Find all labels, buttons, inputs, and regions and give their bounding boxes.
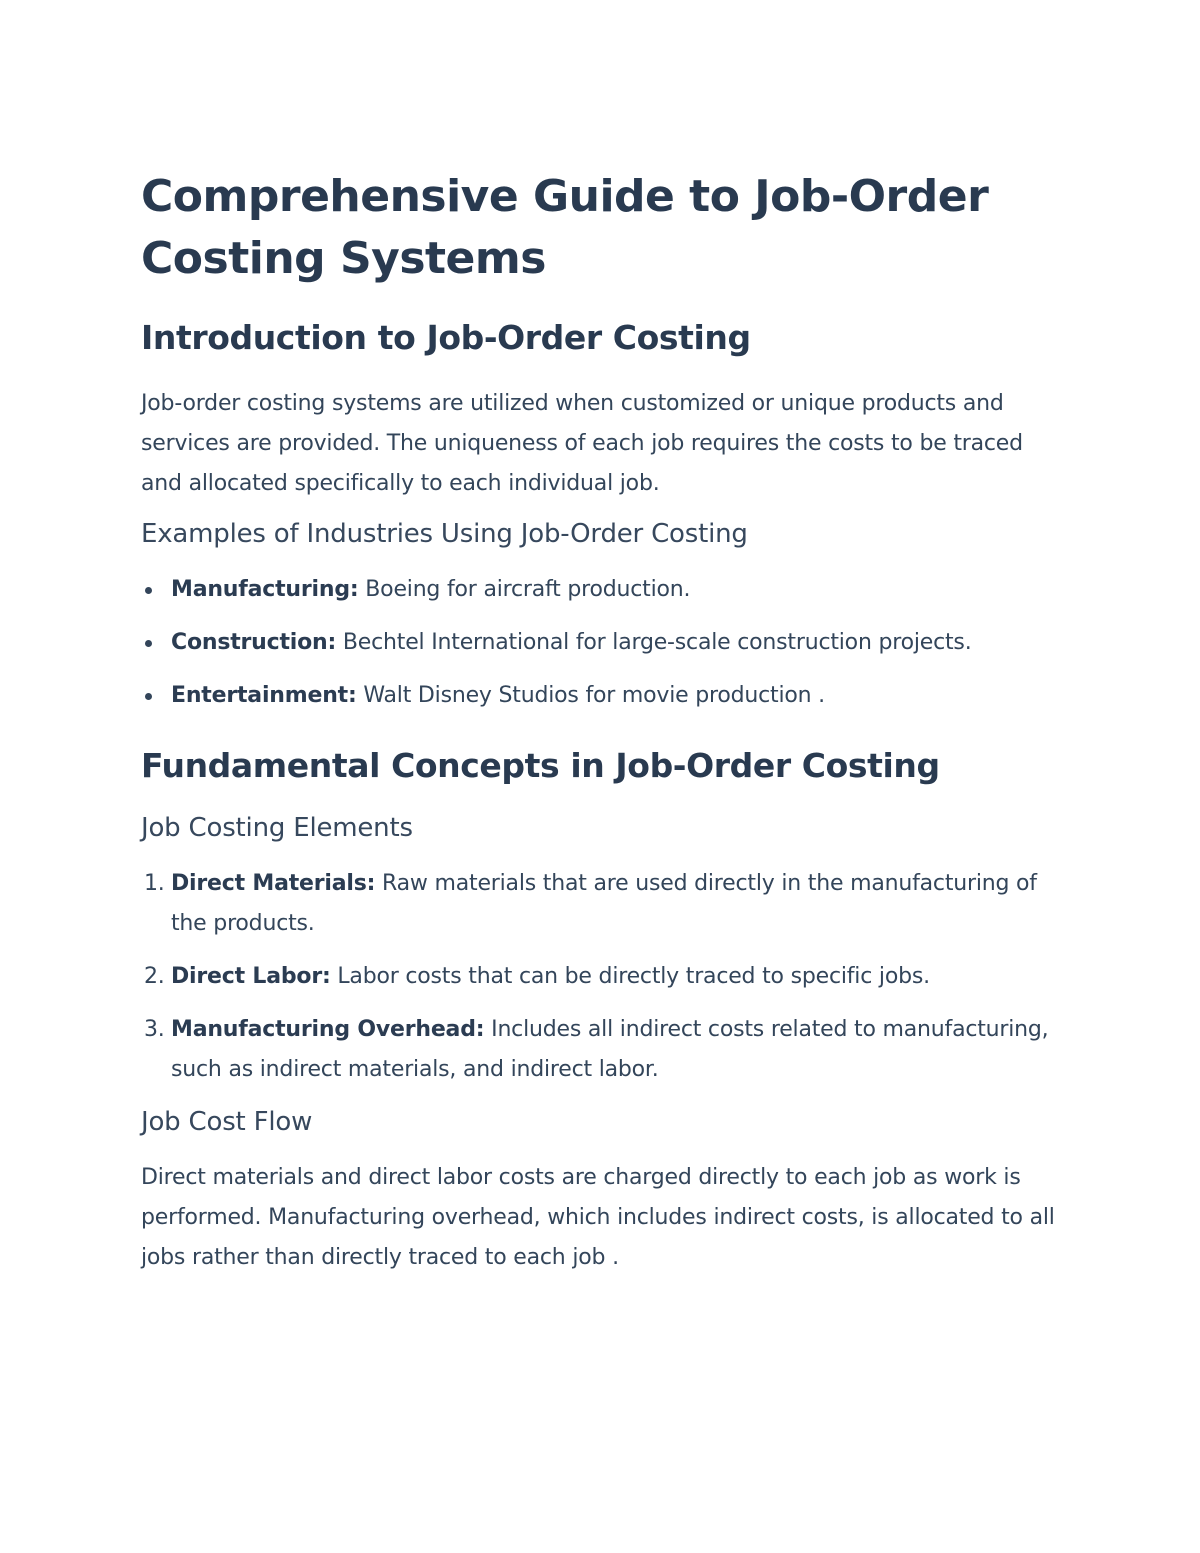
bullet-icon — [145, 693, 152, 700]
bullet-icon — [145, 640, 152, 647]
examples-list — [141, 570, 1060, 716]
examples-heading: Examples of Industries Using Job-Order Costing — [141, 519, 748, 549]
intro-paragraph: Job-order costing systems are utilized when customized or unique products and services are provided. The uniqueness of each job requires the costs to be traced and allocated specifically to each individual job. — [141, 391, 1023, 496]
list-item-number: 2. — [144, 964, 165, 989]
list-item-text: Walt Disney Studios for movie production . — [356, 683, 825, 708]
flow-heading: Job Cost Flow — [141, 1107, 313, 1137]
list-item — [144, 957, 1060, 997]
list-item — [144, 1010, 1060, 1090]
page-title: Comprehensive Guide to Job-Order Costing Systems — [141, 171, 989, 284]
list-item — [171, 676, 1060, 716]
list-item-text: Labor costs that can be directly traced to specific jobs. — [330, 964, 930, 989]
list-item — [171, 570, 1060, 610]
elements-heading: Job Costing Elements — [141, 813, 413, 843]
list-item-number: 1. — [144, 871, 165, 896]
bullet-icon — [145, 587, 152, 594]
list-item-term: Manufacturing Overhead: — [171, 1017, 485, 1042]
list-item-text: Boeing for aircraft production. — [358, 577, 691, 602]
flow-paragraph: Direct materials and direct labor costs are charged directly to each job as work is performed. Manufacturing overhead, which includes indirect costs, is allocated to all jobs rather than directly traced to each job . — [141, 1165, 1055, 1270]
list-item-text: Includes all indirect costs related to manufacturing, such as indirect materials, and indirect labor. — [171, 1017, 1049, 1082]
intro-heading: Introduction to Job-Order Costing — [141, 318, 751, 357]
list-item-term: Construction: — [171, 630, 337, 655]
list-item-text: Raw materials that are used directly in the manufacturing of the products. — [171, 871, 1037, 936]
list-item-number: 3. — [144, 1017, 165, 1042]
list-item-term: Direct Materials: — [171, 871, 376, 896]
list-item — [171, 623, 1060, 663]
fundamentals-heading: Fundamental Concepts in Job-Order Costing — [141, 746, 940, 785]
list-item-term: Manufacturing: — [171, 577, 359, 602]
list-item-term: Direct Labor: — [171, 964, 331, 989]
elements-list — [141, 864, 1060, 1090]
list-item-term: Entertainment: — [171, 683, 357, 708]
list-item — [144, 864, 1060, 944]
list-item-text: Bechtel International for large-scale construction projects. — [336, 630, 972, 655]
